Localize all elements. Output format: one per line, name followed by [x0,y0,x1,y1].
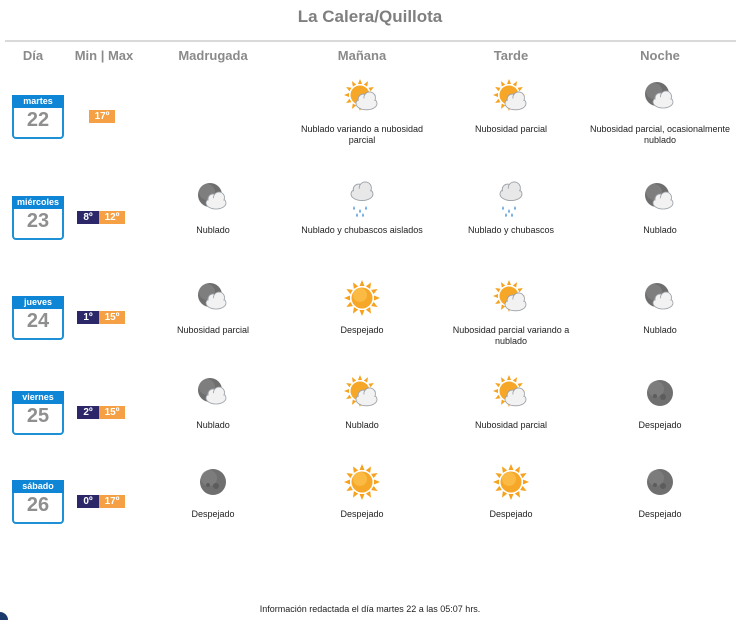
moon-cloud-icon [194,279,232,317]
sun-cloud-icon [343,374,381,412]
min-temp: 2º [77,406,99,419]
header-madrugada: Madrugada [178,48,248,63]
condition-label: Nublado y chubascos aislados [301,225,423,235]
condition-label: Nublado [643,225,677,235]
header-manana: Mañana [337,48,387,63]
sun-icon [492,463,530,501]
period-forecast [138,463,288,520]
footer-note: Información redactada el día martes 22 a las 05:07 hrs. [259,604,481,614]
period-forecast [585,78,735,146]
moon-cloud-icon [641,179,679,217]
moon-cloud-icon [641,78,679,116]
condition-label: Nubosidad parcial [176,325,250,335]
period-forecast [287,179,437,236]
header-noche: Noche [640,48,680,63]
condition-label: Nubosidad parcial [474,124,548,134]
forecast-row [0,477,740,567]
condition-label: Despejado [340,325,384,335]
calendar-badge [12,480,64,524]
day-number: 25 [26,405,50,427]
period-forecast [436,374,586,431]
forecast-row [0,293,740,383]
sun-cloud-icon [343,78,381,116]
day-number: 23 [26,210,50,232]
condition-label: Despejado [489,509,533,519]
period-forecast [287,463,437,520]
condition-label: Nublado [643,325,677,335]
moon-cloud-icon [194,374,232,412]
min-temp: 8º [77,211,99,224]
condition-label: Nublado [196,225,230,235]
moon-icon [641,463,679,501]
period-forecast [436,78,586,135]
condition-label: Despejado [638,509,682,519]
condition-label: Despejado [638,420,682,430]
period-forecast [138,179,288,236]
period-forecast [436,279,586,347]
temperature-range [77,495,125,508]
condition-label: Nublado [345,420,379,430]
day-name: viernes [12,391,64,404]
header-minmax: Min | Max [74,48,134,63]
moon-cloud-icon [641,279,679,317]
period-forecast [138,279,288,336]
condition-label: Nublado [196,420,230,430]
max-temp: 17º [99,495,125,508]
page-title: La Calera/Quillota [297,7,443,26]
calendar-badge [12,296,64,340]
sun-cloud-icon [492,279,530,317]
day-name: jueves [12,296,64,309]
day-number: 26 [26,494,50,516]
header-day: Día [22,48,44,63]
calendar-badge [12,95,64,139]
rain-cloud-icon [492,179,530,217]
temperature-range [77,211,125,224]
day-name: sábado [12,480,64,493]
day-number: 22 [26,109,50,131]
max-temp: 15º [99,311,125,324]
temperature-range [89,110,115,123]
period-forecast [585,279,735,336]
condition-label: Nubosidad parcial [474,420,548,430]
period-forecast [287,279,437,336]
temperature-range [77,406,125,419]
period-forecast [585,374,735,431]
sun-cloud-icon [492,374,530,412]
calendar-badge [12,391,64,435]
condition-label: Despejado [191,509,235,519]
sun-icon [343,279,381,317]
period-forecast [436,179,586,236]
max-temp: 15º [99,406,125,419]
period-forecast [138,374,288,431]
forecast-row [0,193,740,283]
period-forecast [585,179,735,236]
header-divider [5,40,736,42]
temperature-range [77,311,125,324]
min-temp: 1º [77,311,99,324]
moon-icon [194,463,232,501]
forecast-row [0,92,740,182]
max-temp: 17º [89,110,115,123]
condition-label: Nublado y chubascos [467,225,555,235]
day-number: 24 [26,310,50,332]
min-temp: 0º [77,495,99,508]
sun-cloud-icon [492,78,530,116]
moon-cloud-icon [194,179,232,217]
condition-label: Despejado [340,509,384,519]
rain-cloud-icon [343,179,381,217]
period-forecast [585,463,735,520]
header-tarde: Tarde [493,48,529,63]
period-forecast [287,374,437,431]
sun-icon [343,463,381,501]
moon-icon [641,374,679,412]
condition-label: Nublado variando a nubosidad parcial [300,124,424,145]
day-name: martes [12,95,64,108]
calendar-badge [12,196,64,240]
day-name: miércoles [12,196,64,209]
period-forecast [287,78,437,146]
condition-label: Nubosidad parcial, ocasionalmente nublado [589,124,731,145]
condition-label: Nubosidad parcial variando a nublado [452,325,570,346]
max-temp: 12º [99,211,125,224]
period-forecast [436,463,586,520]
